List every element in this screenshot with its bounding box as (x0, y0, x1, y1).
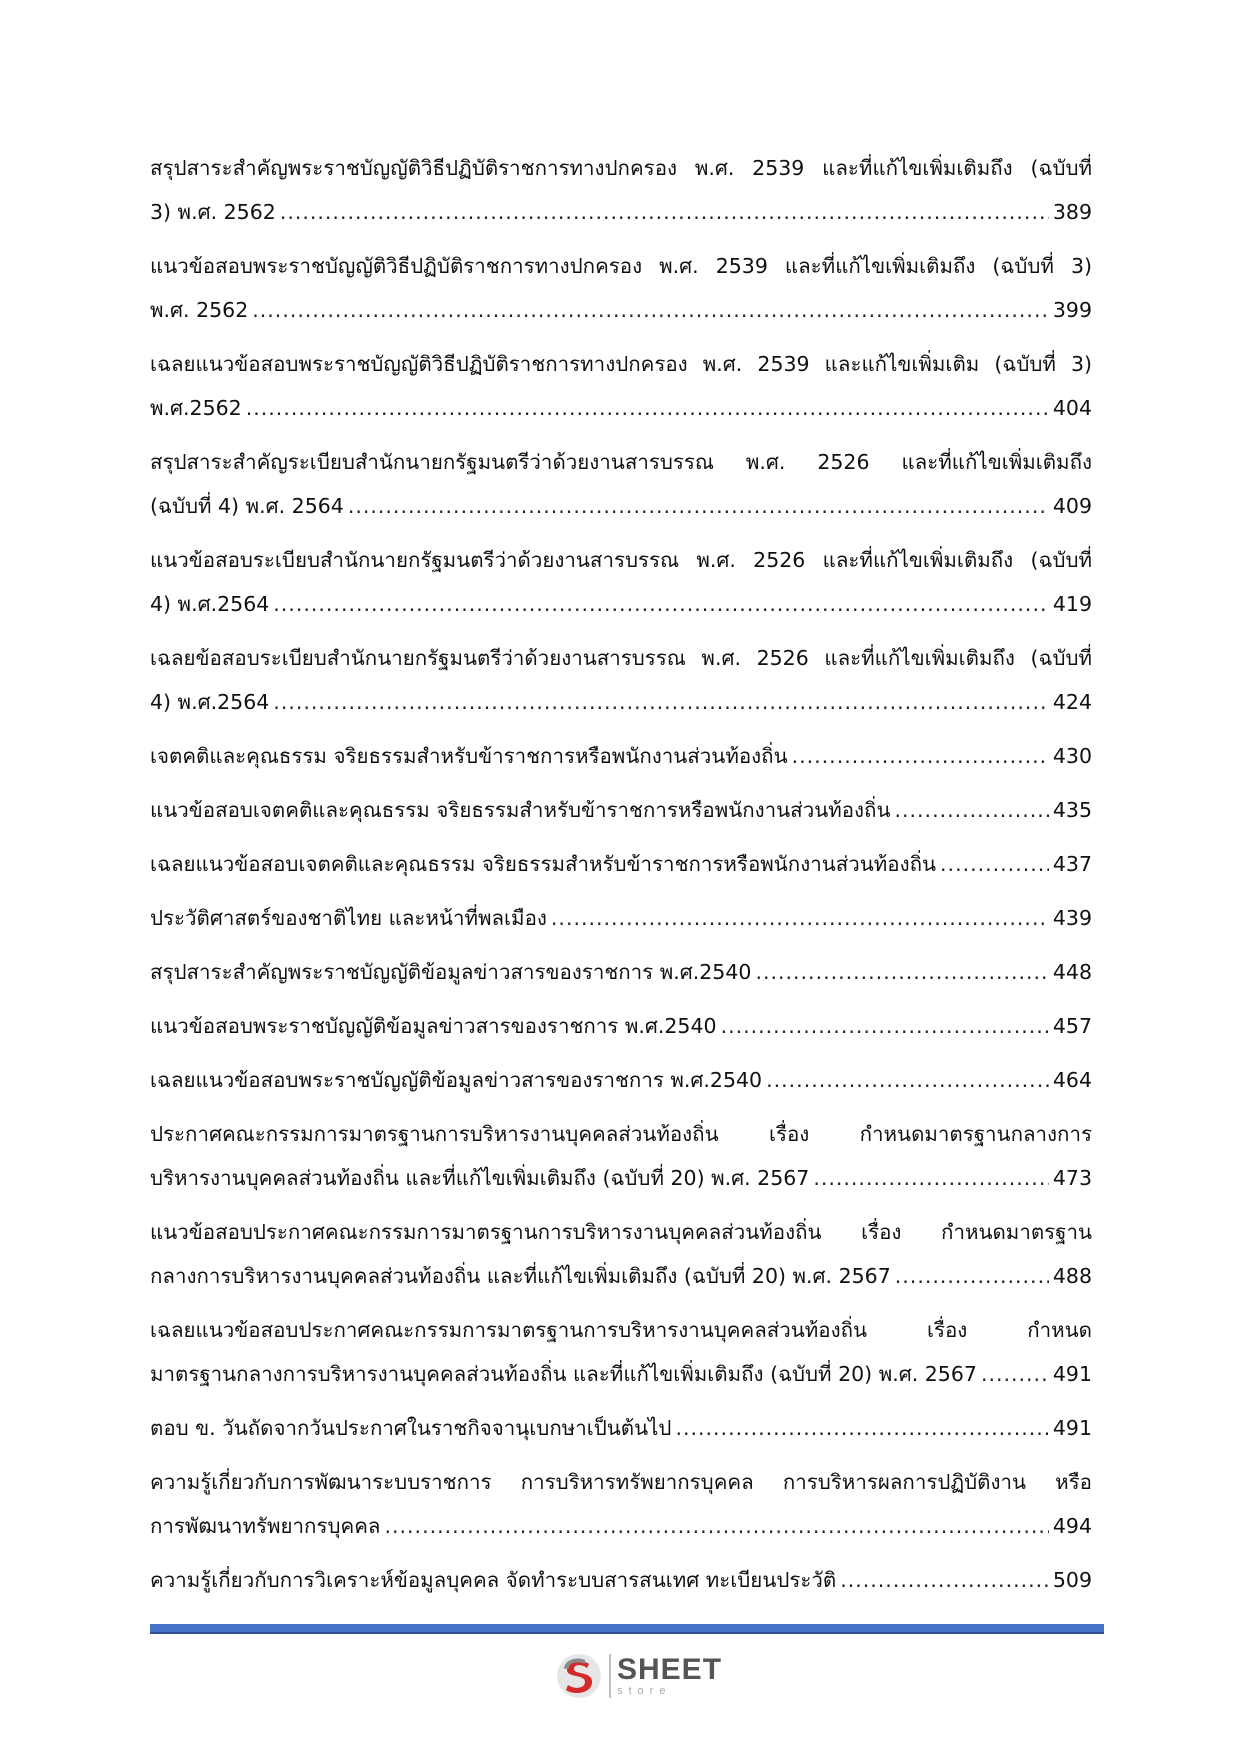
footer-rule (150, 1624, 1104, 1632)
logo-subword: store (617, 1685, 672, 1697)
toc-page-number: 430 (1052, 744, 1092, 768)
toc-entry-line: แนวข้อสอบระเบียบสำนักนายกรัฐมนตรีว่าด้วยงานสารบรรณ พ.ศ. 2526 และที่แก้ไขเพิ่มเติมถึง (ฉบับที่ (150, 548, 1092, 572)
toc-entry-last-line (150, 1156, 1092, 1200)
toc-entry-title: เฉลยแนวข้อสอบพระราชบัญญัติข้อมูลข่าวสารของราชการ พ.ศ.2540 (150, 1068, 763, 1092)
toc-entry-last-line (150, 582, 1092, 626)
toc-entry-line: ความรู้เกี่ยวกับการพัฒนาระบบราชการ การบริหารทรัพยากรบุคคล การบริหารผลการปฏิบัติงาน หรือ (150, 1470, 1092, 1494)
toc-entry-last-line (150, 1058, 1092, 1102)
toc-entry[interactable] (150, 244, 1092, 332)
dot-leader (792, 734, 1049, 778)
toc-entry-last-line (150, 1352, 1092, 1396)
toc-entry-title: พ.ศ.2562 (150, 396, 242, 420)
toc-page-number: 464 (1052, 1068, 1092, 1092)
toc-entry-line: แนวข้อสอบประกาศคณะกรรมการมาตรฐานการบริหารงานบุคคลส่วนท้องถิ่น เรื่อง กำหนดมาตรฐาน (150, 1220, 1092, 1244)
toc-page-number: 419 (1052, 592, 1092, 616)
toc-entry-title: กลางการบริหารงานบุคคลส่วนท้องถิ่น และที่แก้ไขเพิ่มเติมถึง (ฉบับที่ 20) พ.ศ. 2567 (150, 1264, 891, 1288)
toc-entry-last-line (150, 484, 1092, 528)
toc-entry[interactable] (150, 734, 1092, 778)
toc-entry[interactable] (150, 1058, 1092, 1102)
toc-entry[interactable] (150, 842, 1092, 886)
toc-page-number: 491 (1052, 1362, 1092, 1386)
toc-page-number: 435 (1052, 798, 1092, 822)
toc-entry-title: บริหารงานบุคคลส่วนท้องถิ่น และที่แก้ไขเพิ่มเติมถึง (ฉบับที่ 20) พ.ศ. 2567 (150, 1166, 810, 1190)
dot-leader (246, 386, 1049, 430)
toc-entry-line: แนวข้อสอบพระราชบัญญัติวิธีปฏิบัติราชการทางปกครอง พ.ศ. 2539 และที่แก้ไขเพิ่มเติมถึง (ฉบับที่ 3) (150, 254, 1092, 278)
toc-entry[interactable] (150, 1112, 1092, 1200)
toc-entry[interactable] (150, 1004, 1092, 1048)
toc-entry-title: มาตรฐานกลางการบริหารงานบุคคลส่วนท้องถิ่น และที่แก้ไขเพิ่มเติมถึง (ฉบับที่ 20) พ.ศ. 2567 (150, 1362, 977, 1386)
toc-entry-title: แนวข้อสอบเจตคติและคุณธรรม จริยธรรมสำหรับข้าราชการหรือพนักงานส่วนท้องถิ่น (150, 798, 891, 822)
toc-page-number: 424 (1052, 690, 1092, 714)
dot-leader (766, 1058, 1049, 1102)
logo-text (617, 1655, 722, 1697)
toc-entry-title: ตอบ ข. วันถัดจากวันประกาศในราชกิจจานุเบกษาเป็นต้นไป (150, 1416, 672, 1440)
toc-page-number: 494 (1052, 1514, 1092, 1538)
toc-entry[interactable] (150, 1558, 1092, 1602)
toc-page-number: 448 (1052, 960, 1092, 984)
dot-leader (755, 950, 1048, 994)
toc-entry[interactable] (150, 538, 1092, 626)
toc-entry-last-line (150, 386, 1092, 430)
toc-entry-line: เฉลยแนวข้อสอบพระราชบัญญัติวิธีปฏิบัติราชการทางปกครอง พ.ศ. 2539 และแก้ไขเพิ่มเติม (ฉบับที่ 3) (150, 352, 1092, 376)
dot-leader (384, 1504, 1048, 1548)
toc-page-number: 439 (1052, 906, 1092, 930)
toc-entry[interactable] (150, 788, 1092, 832)
toc-entry-line: ประกาศคณะกรรมการมาตรฐานการบริหารงานบุคคลส่วนท้องถิ่น เรื่อง กำหนดมาตรฐานกลางการ (150, 1122, 1092, 1146)
toc-entry-title: การพัฒนาทรัพยากรบุคคล (150, 1514, 381, 1538)
toc-entry-last-line (150, 288, 1092, 332)
toc-entry-last-line (150, 1254, 1092, 1298)
dot-leader (895, 1254, 1049, 1298)
toc-page-number: 404 (1052, 396, 1092, 420)
toc-page-number: 491 (1052, 1416, 1092, 1440)
toc-entry[interactable] (150, 1460, 1092, 1548)
sheetstore-logo (555, 1650, 722, 1702)
dot-leader (940, 842, 1049, 886)
toc-entry-title: 4) พ.ศ.2564 (150, 690, 270, 714)
toc-entry-title: ความรู้เกี่ยวกับการวิเคราะห์ข้อมูลบุคคล จัดทำระบบสารสนเทศ ทะเบียนประวัติ (150, 1568, 837, 1592)
toc-entry[interactable] (150, 950, 1092, 994)
toc-entry-last-line (150, 1504, 1092, 1548)
toc-entry-last-line (150, 896, 1092, 940)
dot-leader (675, 1406, 1048, 1450)
toc-entry-title: เจตคติและคุณธรรม จริยธรรมสำหรับข้าราชการหรือพนักงานส่วนท้องถิ่น (150, 744, 788, 768)
toc-entry[interactable] (150, 1308, 1092, 1396)
dot-leader (348, 484, 1049, 528)
toc-entry-title: 4) พ.ศ.2564 (150, 592, 270, 616)
toc-entry[interactable] (150, 146, 1092, 234)
toc-entry-title: (ฉบับที่ 4) พ.ศ. 2564 (150, 494, 344, 518)
toc-page-number: 437 (1052, 852, 1092, 876)
toc-entry[interactable] (150, 1210, 1092, 1298)
dot-leader (721, 1004, 1049, 1048)
toc-entry-title: แนวข้อสอบพระราชบัญญัติข้อมูลข่าวสารของราชการ พ.ศ.2540 (150, 1014, 717, 1038)
dot-leader (551, 896, 1049, 940)
toc-entry-title: พ.ศ. 2562 (150, 298, 249, 322)
toc-page-number: 473 (1052, 1166, 1092, 1190)
dot-leader (252, 288, 1049, 332)
toc-entry-last-line (150, 788, 1092, 832)
toc-page-number: 488 (1052, 1264, 1092, 1288)
toc-page-number: 409 (1052, 494, 1092, 518)
toc-entry[interactable] (150, 636, 1092, 724)
toc-page-number: 399 (1052, 298, 1092, 322)
toc-entry-line: เฉลยข้อสอบระเบียบสำนักนายกรัฐมนตรีว่าด้วยงานสารบรรณ พ.ศ. 2526 และที่แก้ไขเพิ่มเติมถึง (ฉบับที่ (150, 646, 1092, 670)
toc-entry-line: สรุปสาระสำคัญพระราชบัญญัติวิธีปฏิบัติราชการทางปกครอง พ.ศ. 2539 และที่แก้ไขเพิ่มเติมถึง (ฉบับที่ (150, 156, 1092, 180)
toc-entry-last-line (150, 1558, 1092, 1602)
toc-entry[interactable] (150, 440, 1092, 528)
footer-rule-shadow (150, 1632, 1104, 1634)
toc-page-number: 457 (1052, 1014, 1092, 1038)
toc-entry-last-line (150, 842, 1092, 886)
toc-entry-last-line (150, 734, 1092, 778)
sheetstore-s-logo-icon (555, 1652, 603, 1700)
dot-leader (840, 1558, 1049, 1602)
toc-entry-last-line (150, 1004, 1092, 1048)
table-of-contents (150, 146, 1092, 1612)
dot-leader (894, 788, 1048, 832)
toc-entry-title: 3) พ.ศ. 2562 (150, 200, 276, 224)
toc-page-number: 509 (1052, 1568, 1092, 1592)
toc-entry[interactable] (150, 342, 1092, 430)
logo-separator (609, 1654, 611, 1698)
toc-page-number: 389 (1052, 200, 1092, 224)
toc-entry-title: เฉลยแนวข้อสอบเจตคติและคุณธรรม จริยธรรมสำหรับข้าราชการหรือพนักงานส่วนท้องถิ่น (150, 852, 937, 876)
toc-entry-last-line (150, 950, 1092, 994)
toc-entry-last-line (150, 1406, 1092, 1450)
toc-entry-last-line (150, 680, 1092, 724)
toc-entry-title: ประวัติศาสตร์ของชาติไทย และหน้าที่พลเมือง (150, 906, 547, 930)
dot-leader (273, 680, 1049, 724)
toc-entry[interactable] (150, 896, 1092, 940)
dot-leader (981, 1352, 1049, 1396)
toc-entry-title: สรุปสาระสำคัญพระราชบัญญัติข้อมูลข่าวสารของราชการ พ.ศ.2540 (150, 960, 752, 984)
toc-entry[interactable] (150, 1406, 1092, 1450)
dot-leader (813, 1156, 1049, 1200)
logo-word: SHEET (617, 1653, 723, 1686)
dot-leader (273, 582, 1049, 626)
toc-entry-line: เฉลยแนวข้อสอบประกาศคณะกรรมการมาตรฐานการบริหารงานบุคคลส่วนท้องถิ่น เรื่อง กำหนด (150, 1318, 1092, 1342)
toc-entry-last-line (150, 190, 1092, 234)
toc-entry-line: สรุปสาระสำคัญระเบียบสำนักนายกรัฐมนตรีว่าด้วยงานสารบรรณ พ.ศ. 2526 และที่แก้ไขเพิ่มเติมถึง (150, 450, 1092, 474)
dot-leader (280, 190, 1049, 234)
